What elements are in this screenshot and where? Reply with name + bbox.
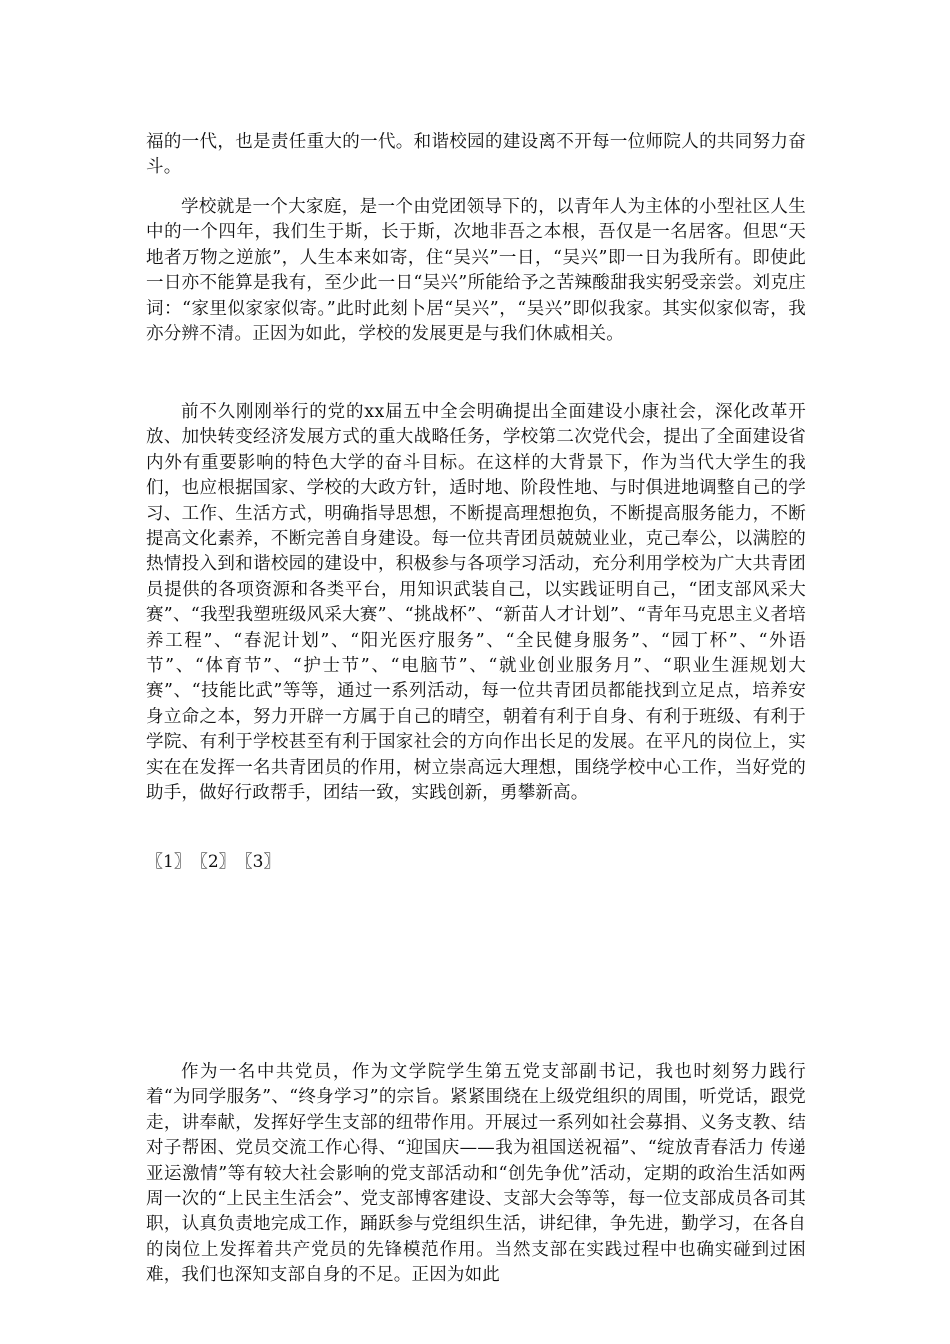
paragraph-continuation: 福的一代，也是责任重大的一代。和谐校园的建设离不开每一位师院人的共同努力奋斗。: [146, 132, 806, 178]
pagination: [146, 850, 280, 874]
page-link-1[interactable]: 〖1〗: [146, 852, 191, 872]
paragraph-school-family: 学校就是一个大家庭，是一个由党团领导下的，以青年人为主体的小型社区人生中的一个四年，我们生于斯，长于斯，次地非吾之本根，吾仅是一名居客。但思“天地者万物之逆旅”，人生本来如寄，住“吴兴”一日，“吴兴”即一日为我所有。即使此一日亦不能算是我有，至少此一日“吴兴”所能给予之苦辣酸甜我实躬受亲尝。刘克庄词：“家里似家家似寄。”此时此刻卜居“吴兴”，“吴兴”即似我家。其实似家似寄，我亦分辨不清。正因为如此，学校的发展更是与我们休戚相关。: [146, 197, 806, 345]
page-link-2[interactable]: 〖2〗: [190, 852, 236, 872]
paragraph-party-branch: 作为一名中共党员，作为文学院学生第五党支部副书记，我也时刻努力践行着“为同学服务”、“终身学习”的宗旨。紧紧围绕在上级党组织的周围，听党话，跟党走，讲奉献，发挥好学生支部的纽带作用。开展过一系列如社会募捐、义务支教、结对子帮困、党员交流工作心得、“迎国庆——我为祖国送祝福”、“绽放青春活力 传递亚运激情”等有较大社会影响的党支部活动和“创先争优”活动，定期的政治生活如两周一次的“上民主生活会”、党支部博客建设、支部大会等等，每一位支部成员各司其职，认真负责地完成工作，踊跃参与党组织生活，讲纪律，争先进，勤学习，在各自的岗位上发挥着共产党员的先锋模范作用。当然支部在实践过程中也确实碰到过困难，我们也深知支部自身的不足。正因为如此: [146, 1062, 806, 1286]
paragraph-plenum-activities: 前不久刚刚举行的党的xx届五中全会明确提出全面建设小康社会，深化改革开放、加快转变经济发展方式的重大战略任务，学校第二次党代会，提出了全面建设省内外有重要影响的特色大学的奋斗目标。在这样的大背景下，作为当代大学生的我们，也应根据国家、学校的大政方针，适时地、阶段性地、与时俱进地调整自己的学习、工作、生活方式，明确指导思想，不断提高理想抱负，不断提高服务能力，不断提高文化素养，不断完善自身建设。每一位共青团员兢兢业业，克己奉公，以满腔的热情投入到和谐校园的建设中，积极参与各项学习活动，充分利用学校为广大共青团员提供的各项资源和各类平台，用知识武装自己，以实践证明自己，“团支部风采大赛”、“我型我塑班级风采大赛”、“挑战杯”、“新苗人才计划”、“青年马克思主义者培养工程”、“春泥计划”、“阳光医疗服务”、“全民健身服务”、“园丁杯”、“外语节”、“体育节”、“护士节”、“电脑节”、“就业创业服务月”、“职业生涯规划大赛”、“技能比武”等等，通过一系列活动，每一位共青团员都能找到立足点，培养安身立命之本，努力开辟一方属于自己的晴空，朝着有利于自身、有利于班级、有利于学院、有利于学校甚至有利于国家社会的方向作出长足的发展。在平凡的岗位上，实实在在发挥一名共青团员的作用，树立崇高远大理想，围绕学校中心工作，当好党的助手，做好行政帮手，团结一致，实践创新，勇攀新高。: [146, 402, 806, 804]
page-link-3[interactable]: 〖3〗: [235, 852, 281, 872]
